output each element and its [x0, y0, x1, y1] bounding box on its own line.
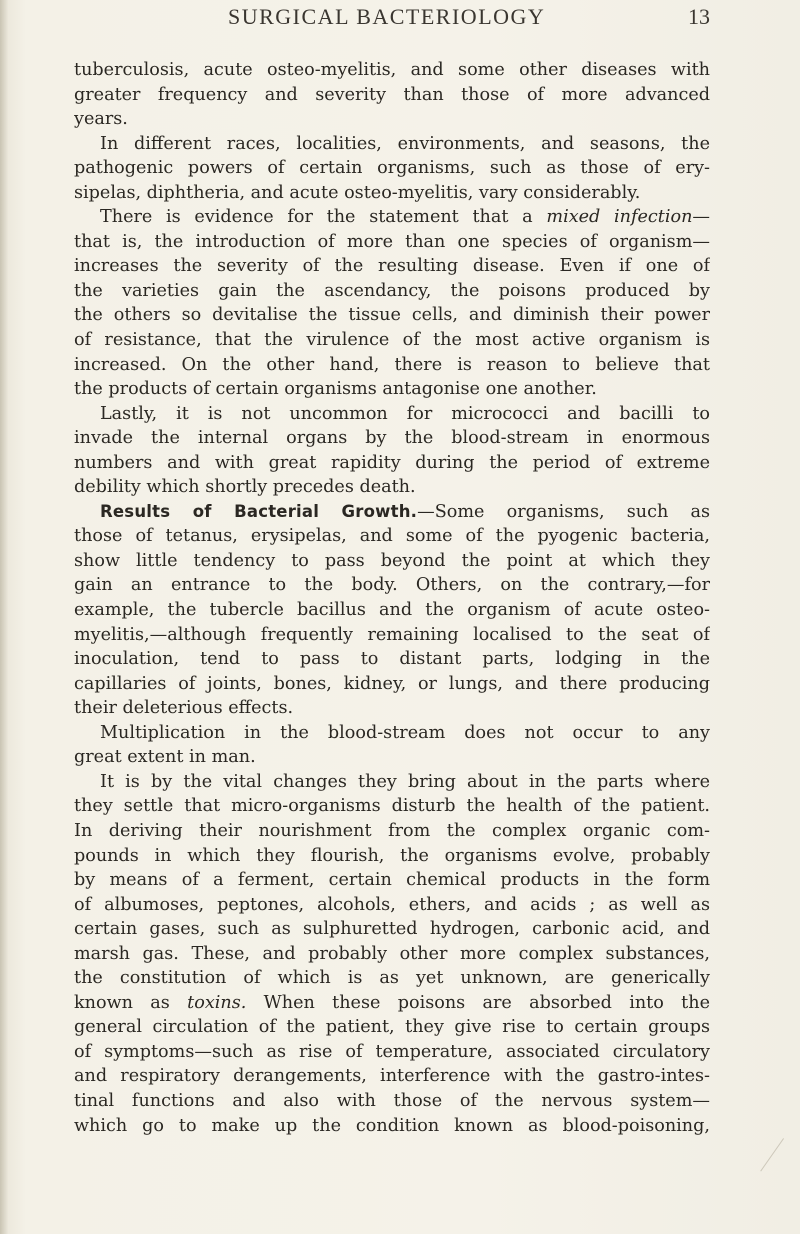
paragraph-first-line: Lastly, it is not uncommon for micrococci and bacilli to: [100, 403, 710, 424]
text-line: sipelas, diphtheria, and acute osteo-myelitis, vary considerably.: [74, 182, 641, 203]
text-line: tinal functions and also with those of the nervous system—: [74, 1090, 710, 1111]
body-text: [74, 58, 710, 1138]
running-head: [0, 4, 800, 34]
text-line: by means of a ferment, certain chemical products in the form: [74, 870, 710, 891]
text-line: the products of certain organisms antagonise one another.: [74, 379, 597, 400]
text-line: greater frequency and severity than those of more advanced: [74, 84, 710, 105]
text-line: which go to make up the condition known as blood-poisoning,: [74, 1115, 710, 1136]
paragraph-first-line: Multiplication in the blood-stream does not occur to any: [100, 722, 710, 743]
text-run: There is evidence for the statement that a: [100, 207, 547, 228]
text-line: pathogenic powers of certain organisms, such as those of ery-: [74, 158, 710, 179]
text-line: myelitis,—although frequently remaining localised to the seat of: [74, 624, 710, 645]
paragraph-first-line: [74, 205, 710, 230]
italic-term: toxins.: [187, 992, 247, 1013]
section-heading: Results of Bacterial Growth.: [100, 501, 418, 521]
text-line: general circulation of the patient, they give rise to certain groups: [74, 1017, 710, 1038]
italic-term: mixed infection: [546, 207, 693, 228]
paragraph-first-line: It is by the vital changes they bring about in the parts where: [100, 771, 710, 792]
page-number: 13: [688, 4, 710, 29]
pencil-mark: [760, 1138, 799, 1182]
text-line: increased. On the other hand, there is reason to believe that: [74, 354, 710, 375]
text-line: of resistance, that the virulence of the most active organism is: [74, 330, 710, 351]
text-line: invade the internal organs by the blood-stream in enormous: [74, 428, 710, 449]
text-run: —Some organisms, such as: [417, 501, 710, 522]
text-line: that is, the introduction of more than one species of organism—: [74, 231, 710, 252]
paragraph-first-line: [74, 500, 710, 525]
text-line: marsh gas. These, and probably other more complex substances,: [74, 943, 710, 964]
text-line: the constitution of which is as yet unknown, are generically: [74, 968, 710, 989]
text-run: known as: [74, 992, 188, 1013]
text-run: When these poisons are absorbed into the: [246, 992, 710, 1013]
text-line: years.: [74, 109, 128, 130]
text-line: numbers and with great rapidity during the period of extreme: [74, 452, 710, 473]
text-line: they settle that micro-organisms disturb the health of the patient.: [74, 796, 710, 817]
text-run: —: [692, 207, 710, 228]
text-line: [74, 991, 710, 1016]
text-line: and respiratory derangements, interference with the gastro-intes-: [74, 1066, 710, 1087]
text-line: of albumoses, peptones, alcohols, ethers, and acids ; as well as: [74, 894, 710, 915]
text-line: of symptoms—such as rise of temperature, associated circulatory: [74, 1041, 710, 1062]
text-line: their deleterious effects.: [74, 698, 294, 719]
text-line: debility which shortly precedes death.: [74, 477, 416, 498]
text-line: pounds in which they flourish, the organisms evolve, probably: [74, 845, 710, 866]
text-line: show little tendency to pass beyond the point at which they: [74, 550, 710, 571]
paragraph-first-line: In different races, localities, environments, and seasons, the: [100, 133, 710, 154]
text-line: increases the severity of the resulting disease. Even if one of: [74, 256, 710, 277]
text-line: great extent in man.: [74, 747, 256, 768]
text-line: the others so devitalise the tissue cells, and diminish their power: [74, 305, 710, 326]
text-line: gain an entrance to the body. Others, on the contrary,—for: [74, 575, 710, 596]
text-line: capillaries of joints, bones, kidney, or lungs, and there producing: [74, 673, 710, 694]
text-line: inoculation, tend to pass to distant parts, lodging in the: [74, 649, 710, 670]
text-line: certain gases, such as sulphuretted hydrogen, carbonic acid, and: [74, 919, 710, 940]
text-line: In deriving their nourishment from the complex organic com-: [74, 820, 710, 841]
text-line: the varieties gain the ascendancy, the poisons produced by: [74, 280, 710, 301]
binding-edge: [0, 0, 8, 1234]
running-title: SURGICAL BACTERIOLOGY: [228, 4, 546, 29]
text-line: those of tetanus, erysipelas, and some of the pyogenic bacteria,: [74, 526, 710, 547]
text-line: example, the tubercle bacillus and the organism of acute osteo-: [74, 600, 710, 621]
text-line: tuberculosis, acute osteo-myelitis, and some other diseases with: [74, 60, 710, 80]
